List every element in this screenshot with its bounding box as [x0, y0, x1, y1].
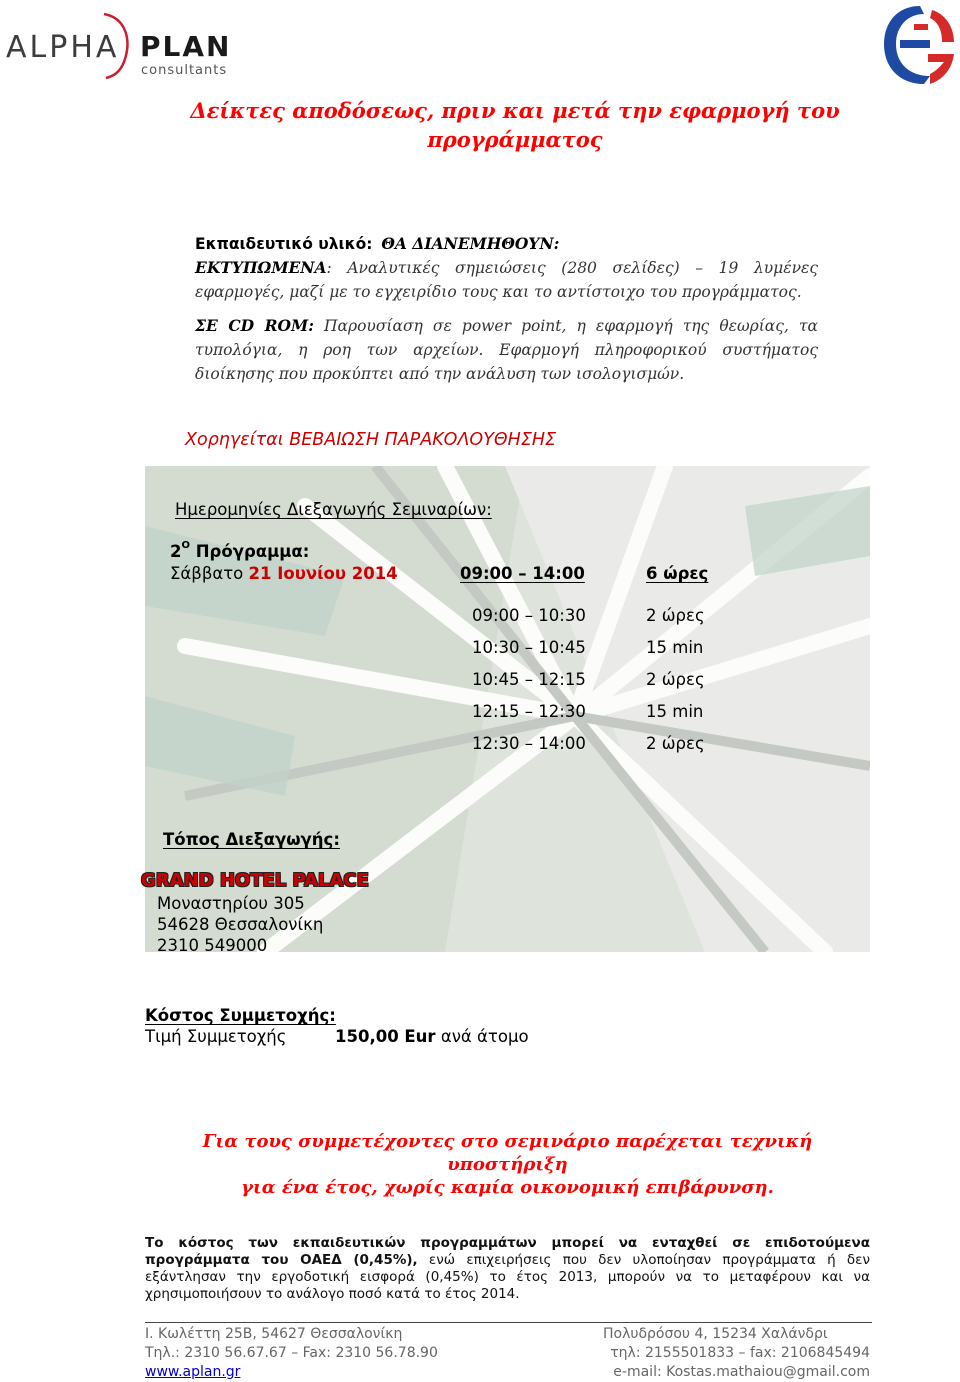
page-title-line1: Δείκτες αποδόσεως, πριν και μετά την εφαρμογή του: [190, 98, 840, 123]
funding-paragraph: Το κόστος των εκπαιδευτικών προγραμμάτων μπορεί να ενταχθεί σε επιδοτούμενα προγράμματα του ΟΑΕΔ (0,45%), ενώ επιχειρήσεις που δεν υλοποίησαν προγράμματα ή δεν εξάντλησαν την εργοδοτική εισφορά (0,45%) το έτος 2013, μπορούν να το μεταφέρουν και να χρησιμοποιήσουν το ανάλογο ποσό κατά το έτος 2014.: [145, 1235, 870, 1302]
schedule-row-time: 09:00 – 10:30: [472, 606, 586, 625]
footer-divider: [145, 1322, 872, 1323]
material-heading-italic: ΘΑ ΔΙΑΝΕΜΗΘΟΥΝ:: [381, 234, 560, 253]
footer-address-chalandri: Πολυδρόσου 4, 15234 Χαλάνδρι: [603, 1326, 828, 1342]
schedule-row-time: 12:30 – 14:00: [472, 734, 586, 753]
schedule-row-duration: 15 min: [646, 638, 704, 657]
venue-name: GRAND HOTEL PALACE: [141, 870, 369, 891]
cd-text-1: Παρουσίαση σε power point, η εφαρμογή της θεωρίας, τα: [313, 317, 818, 335]
certificate-note: Χορηγείται ΒΕΒΑΙΩΣΗ ΠΑΡΑΚΟΛΟΥΘΗΣΗΣ: [185, 430, 557, 450]
material-heading: Εκπαιδευτικό υλικό:: [195, 235, 373, 253]
schedule-row-duration: 2 ώρες: [646, 606, 705, 625]
schedule-row-time: 12:15 – 12:30: [472, 702, 586, 721]
cd-label: ΣΕ CD ROM:: [195, 316, 314, 335]
printed-label: ΕΚΤΥΠΩΜΕΝΑ: [195, 258, 327, 277]
venue-address-city: 54628 Θεσσαλονίκη: [157, 915, 324, 934]
program-time-range: 09:00 – 14:00: [460, 564, 585, 583]
price-value: 150,00 Eur ανά άτομο: [335, 1027, 529, 1046]
page-title: [160, 96, 870, 154]
support-note: [145, 1130, 870, 1199]
logo-alpha-text: ALPHA: [6, 30, 120, 65]
schedule-row-duration: 15 min: [646, 702, 704, 721]
logo-subtitle: consultants: [141, 63, 228, 78]
venue-address-street: Μοναστηρίου 305: [157, 894, 305, 913]
schedule-row-time: 10:45 – 12:15: [472, 670, 586, 689]
schedule-row-duration: 2 ώρες: [646, 670, 705, 689]
page-title-line2: προγράμματος: [427, 127, 603, 152]
printed-text-1: : Αναλυτικές σημειώσεις (280 σελίδες) – 19 λυμένες: [326, 259, 818, 277]
support-note-line2: για ένα έτος, χωρίς καμία οικονομική επιβάρυνση.: [241, 1177, 774, 1198]
cd-text-2: τυπολόγια, η ροη των αρχείων. Εφαρμογή πληροφορικού συστήματος: [195, 341, 818, 359]
footer-address-thessaloniki: Ι. Κωλέττη 25Β, 54627 Θεσσαλονίκη: [145, 1326, 403, 1342]
cd-text-3: διοίκησης που προκύπτει από την ανάλυση των ισολογισμών.: [195, 365, 685, 383]
venue-label: Τόπος Διεξαγωγής:: [163, 830, 340, 849]
program-total-hours: 6 ώρες: [646, 564, 709, 583]
venue-phone: 2310 549000: [157, 936, 268, 955]
printed-text-2: εφαρμογές, μαζί με το εγχειρίδιο τους και το αντίστοιχο του προγράμματος.: [195, 283, 802, 301]
logo-plan-text: PLAN: [140, 30, 232, 63]
footer-left: [145, 1325, 438, 1382]
program-date: Σάββατο 21 Ιουνίου 2014: [170, 564, 398, 583]
dates-label: Ημερομηνίες Διεξαγωγής Σεμιναρίων:: [175, 500, 492, 519]
footer-right: [603, 1325, 870, 1382]
schedule-row-time: 10:30 – 10:45: [472, 638, 586, 657]
support-note-line1: Για τους συμμετέχοντες στο σεμινάριο παρέχεται τεχνική υποστήριξη: [202, 1131, 813, 1175]
website-link[interactable]: www.aplan.gr: [145, 1364, 241, 1380]
footer-email[interactable]: e-mail: Kostas.mathaiou@gmail.com: [613, 1364, 870, 1380]
schedule-row-duration: 2 ώρες: [646, 734, 705, 753]
price-label: Τιμή Συμμετοχής: [145, 1027, 287, 1046]
footer-phone-chalandri: τηλ: 2155501833 – fax: 2106845494: [610, 1345, 870, 1361]
corner-emblem-icon: [880, 4, 956, 86]
cost-label: Κόστος Συμμετοχής:: [145, 1006, 336, 1025]
program-title: $2^O$ Πρόγραμμα:: [170, 540, 310, 561]
material-section: [195, 232, 818, 386]
footer-phone-thessaloniki: Τηλ.: 2310 56.67.67 – Fax: 2310 56.78.90: [145, 1345, 438, 1361]
